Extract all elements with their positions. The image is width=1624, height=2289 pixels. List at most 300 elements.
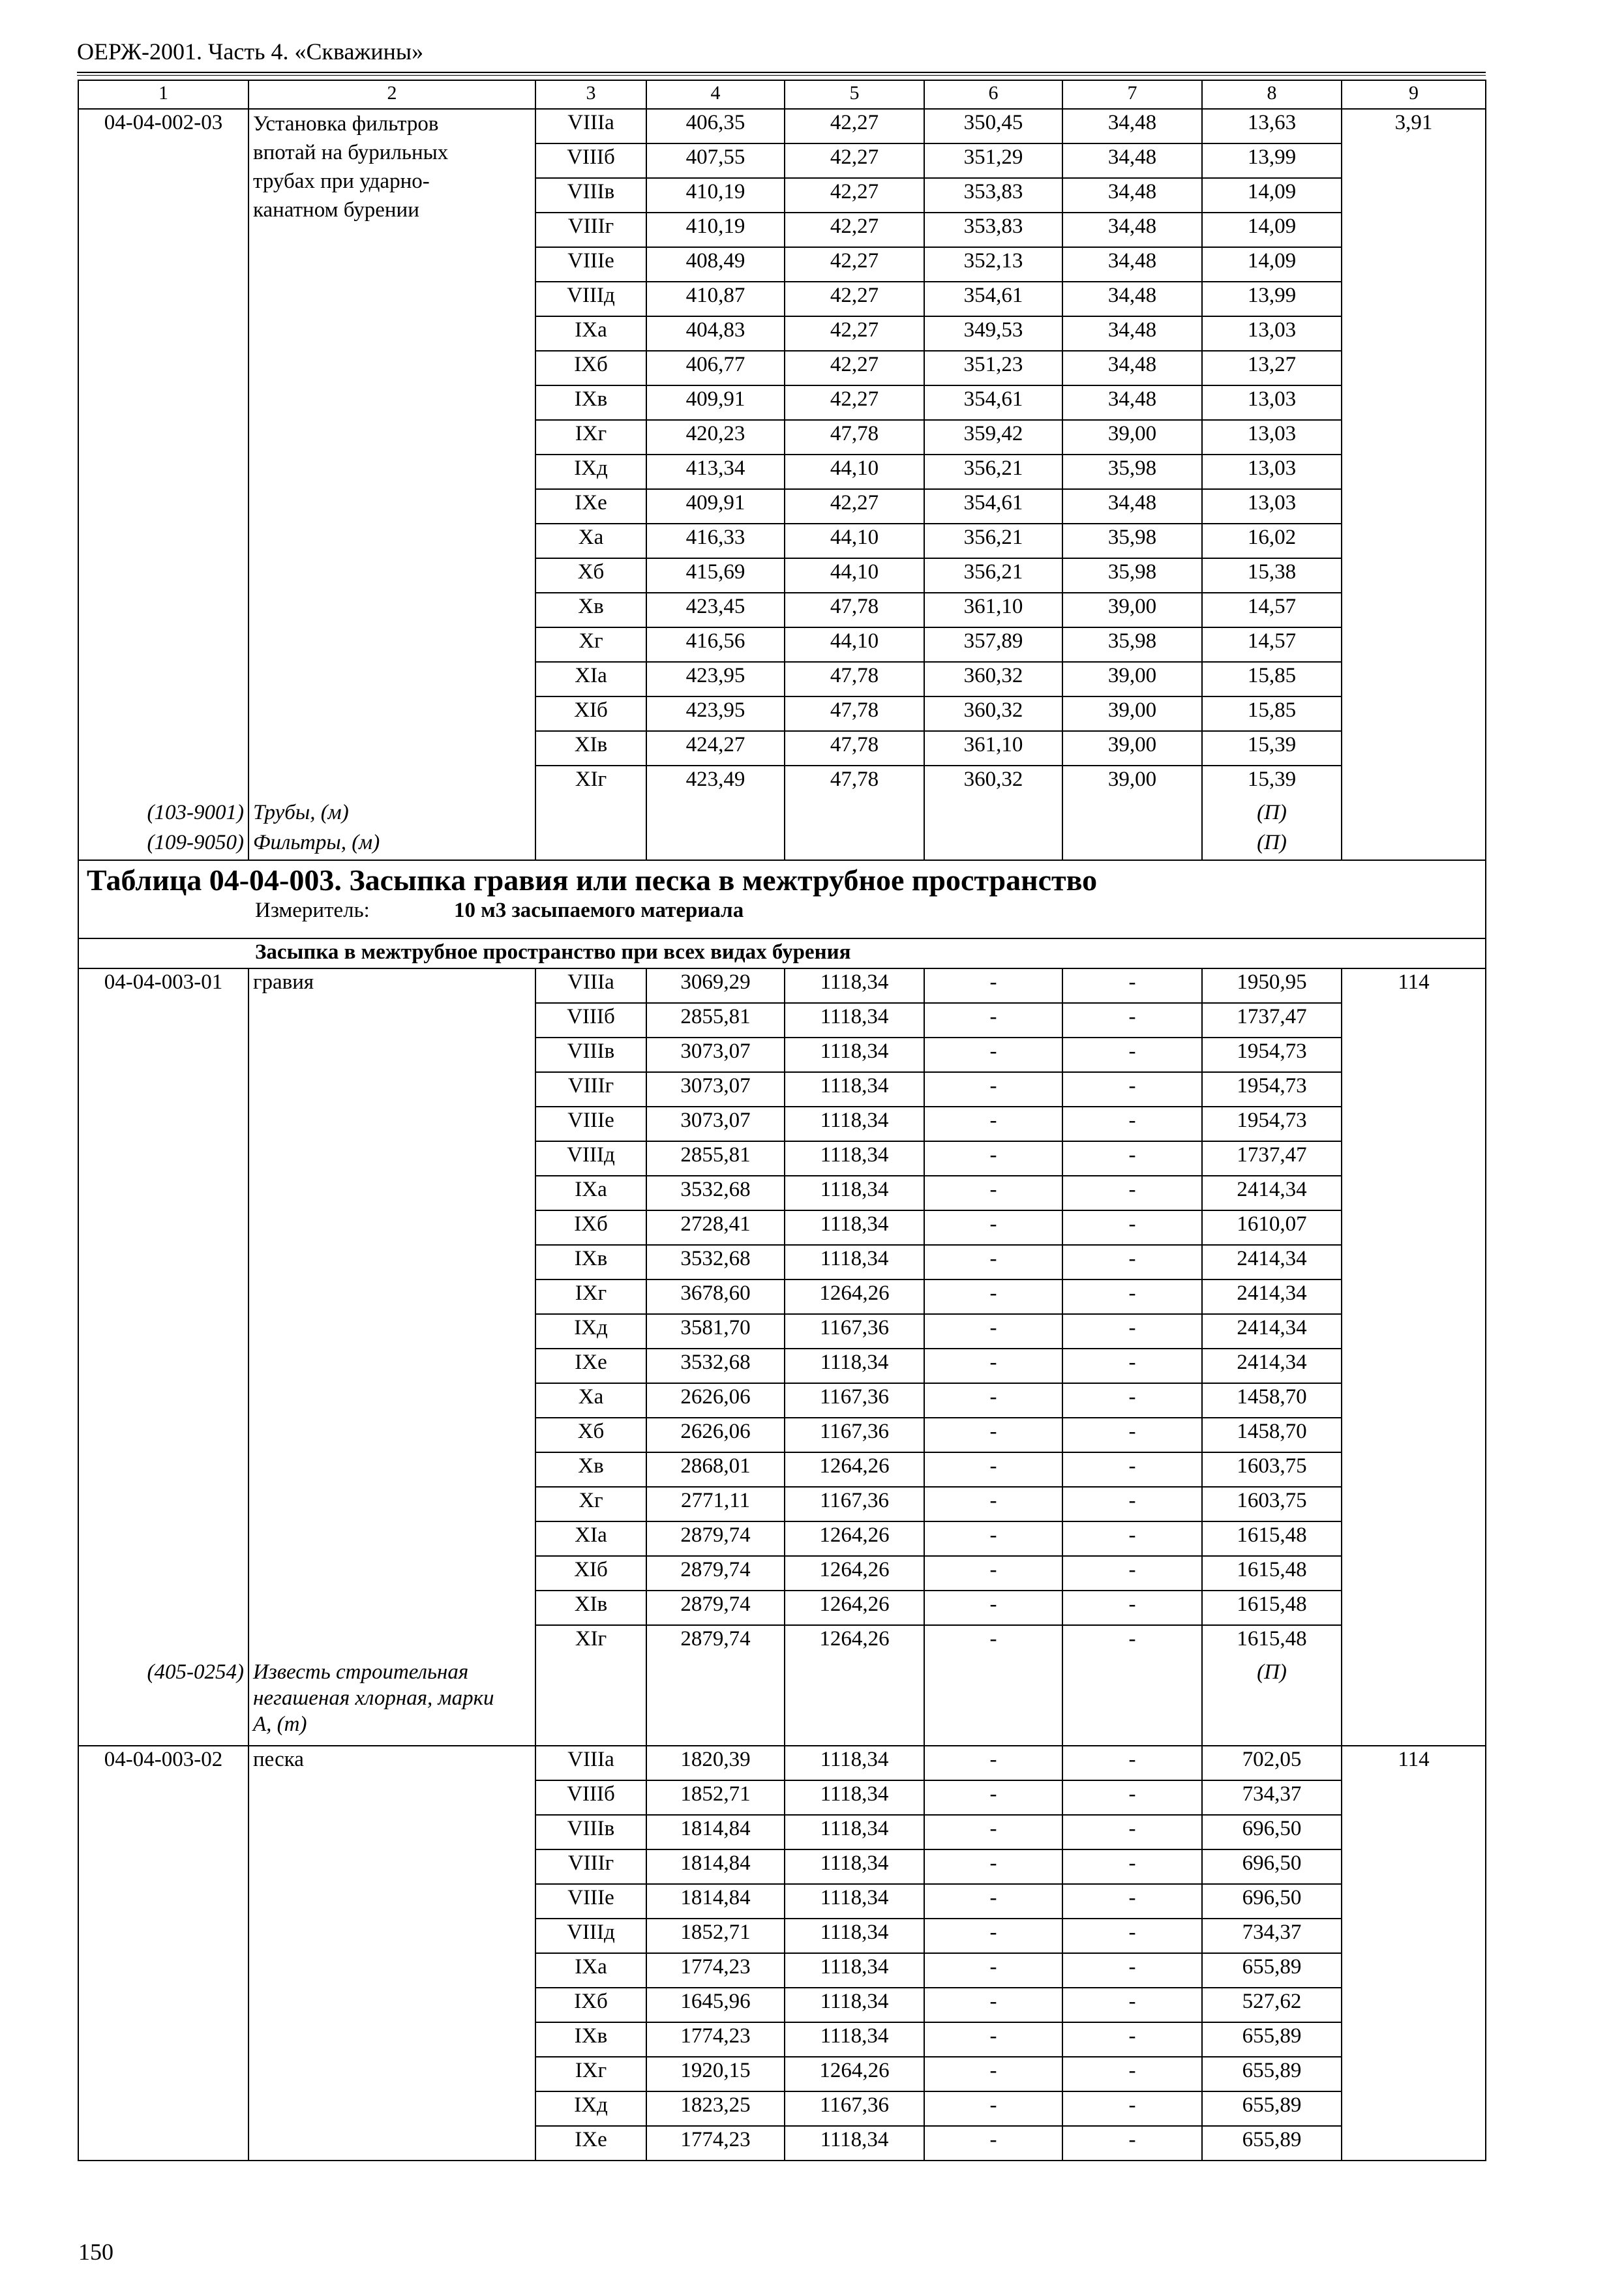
- cost-value: 1615,48: [1202, 1625, 1342, 1659]
- rate-name: [248, 1487, 535, 1521]
- cost-value: 1118,34: [785, 1988, 924, 2022]
- cost-value: -: [1062, 1210, 1202, 1245]
- rate-code: [78, 1988, 248, 2022]
- rate-name: [248, 662, 535, 696]
- cost-value: 350,45: [924, 109, 1062, 143]
- cost-value: 1458,70: [1202, 1418, 1342, 1452]
- cost-value: 1118,34: [785, 1884, 924, 1919]
- rate-code: [78, 1349, 248, 1383]
- labour-value: [1342, 420, 1486, 455]
- cost-value: -: [924, 1849, 1062, 1884]
- cost-value: 42,27: [785, 109, 924, 143]
- rate-code: [78, 1072, 248, 1107]
- rate-code: [78, 1418, 248, 1452]
- cost-value: 3073,07: [646, 1107, 785, 1141]
- labour-value: [1342, 2057, 1486, 2091]
- soil-group: VIIIа: [535, 109, 646, 143]
- cost-value: 2879,74: [646, 1625, 785, 1659]
- cost-value: 406,35: [646, 109, 785, 143]
- rate-name: [248, 1003, 535, 1038]
- cost-value: 353,83: [924, 178, 1062, 213]
- empty-cell: [535, 800, 646, 830]
- cost-value: 42,27: [785, 178, 924, 213]
- cost-value: 1615,48: [1202, 1556, 1342, 1591]
- cost-value: 1950,95: [1202, 968, 1342, 1003]
- soil-group: IXд: [535, 455, 646, 489]
- table-row: [78, 2022, 1486, 2057]
- rate-name: [248, 1349, 535, 1383]
- cost-value: -: [1062, 1815, 1202, 1849]
- soil-group: VIIIд: [535, 282, 646, 316]
- material-price: (П): [1202, 830, 1342, 860]
- cost-value: 1118,34: [785, 1746, 924, 1780]
- cost-value: 349,53: [924, 316, 1062, 351]
- cost-value: 1167,36: [785, 1314, 924, 1349]
- rate-name: [248, 1452, 535, 1487]
- cost-value: 1954,73: [1202, 1107, 1342, 1141]
- rate-code: [78, 1452, 248, 1487]
- section-row: [78, 938, 1486, 968]
- table-row: [78, 558, 1486, 593]
- cost-value: 39,00: [1062, 593, 1202, 627]
- labour-value: [1342, 2091, 1486, 2126]
- rate-code: [78, 1849, 248, 1884]
- table-title-row: [78, 860, 1486, 938]
- soil-group: IXб: [535, 1988, 646, 2022]
- labour-value: [1342, 1884, 1486, 1919]
- rate-code: [78, 524, 248, 558]
- cost-value: -: [1062, 1780, 1202, 1815]
- cost-value: 44,10: [785, 627, 924, 662]
- empty-cell: [1062, 800, 1202, 830]
- cost-value: 3532,68: [646, 1176, 785, 1210]
- cost-value: -: [1062, 1988, 1202, 2022]
- column-number-row: [78, 80, 1486, 109]
- labour-value: [1342, 351, 1486, 385]
- cost-value: -: [1062, 2022, 1202, 2057]
- table-row: [78, 1141, 1486, 1176]
- table-row: [78, 1418, 1486, 1452]
- cost-value: 354,61: [924, 282, 1062, 316]
- soil-group: VIIIв: [535, 1038, 646, 1072]
- table-row: [78, 385, 1486, 420]
- labour-value: [1342, 2126, 1486, 2161]
- rate-name: [248, 1107, 535, 1141]
- cost-value: 47,78: [785, 420, 924, 455]
- soil-group: Xв: [535, 1452, 646, 1487]
- table-row: [78, 968, 1486, 1003]
- rate-name: [248, 1988, 535, 2022]
- cost-value: 1118,34: [785, 968, 924, 1003]
- soil-group: Xа: [535, 524, 646, 558]
- soil-group: IXв: [535, 2022, 646, 2057]
- cost-value: 1167,36: [785, 2091, 924, 2126]
- labour-value: [1342, 1556, 1486, 1591]
- rate-code: [78, 696, 248, 731]
- labour-value: [1342, 1210, 1486, 1245]
- cost-value: 42,27: [785, 385, 924, 420]
- rate-code: [78, 1780, 248, 1815]
- column-number: 2: [248, 80, 535, 109]
- labour-value: [1342, 1072, 1486, 1107]
- table-row: [78, 2091, 1486, 2126]
- soil-group: XIб: [535, 1556, 646, 1591]
- rate-code: [78, 1487, 248, 1521]
- soil-group: IXе: [535, 489, 646, 524]
- table-row: [78, 1849, 1486, 1884]
- cost-value: 360,32: [924, 696, 1062, 731]
- rate-name: [248, 1556, 535, 1591]
- cost-value: 34,48: [1062, 489, 1202, 524]
- cost-value: 34,48: [1062, 316, 1202, 351]
- cost-value: 1737,47: [1202, 1003, 1342, 1038]
- cost-value: -: [924, 1884, 1062, 1919]
- cost-value: 2414,34: [1202, 1176, 1342, 1210]
- soil-group: XIа: [535, 662, 646, 696]
- cost-value: 409,91: [646, 489, 785, 524]
- cost-value: -: [924, 1746, 1062, 1780]
- cost-value: 14,09: [1202, 178, 1342, 213]
- cost-value: 420,23: [646, 420, 785, 455]
- rate-code: [78, 1314, 248, 1349]
- labour-value: [1342, 627, 1486, 662]
- cost-value: 13,63: [1202, 109, 1342, 143]
- cost-value: 44,10: [785, 455, 924, 489]
- cost-value: 410,87: [646, 282, 785, 316]
- cost-value: -: [924, 1176, 1062, 1210]
- rate-name: [248, 593, 535, 627]
- cost-value: 1118,34: [785, 1780, 924, 1815]
- labour-value: [1342, 662, 1486, 696]
- cost-value: 34,48: [1062, 213, 1202, 247]
- cost-value: 2879,74: [646, 1556, 785, 1591]
- rate-code: [78, 662, 248, 696]
- cost-value: 47,78: [785, 662, 924, 696]
- soil-group: XIв: [535, 1591, 646, 1625]
- cost-value: 47,78: [785, 696, 924, 731]
- cost-value: -: [1062, 1849, 1202, 1884]
- cost-value: 2879,74: [646, 1521, 785, 1556]
- cost-value: -: [924, 1919, 1062, 1953]
- cost-value: 1118,34: [785, 1245, 924, 1279]
- cost-value: 34,48: [1062, 247, 1202, 282]
- table-row: [78, 1349, 1486, 1383]
- rate-name: [248, 316, 535, 351]
- labour-value: [1342, 1003, 1486, 1038]
- cost-value: 734,37: [1202, 1780, 1342, 1815]
- column-number: 5: [785, 80, 924, 109]
- table-row: [78, 1314, 1486, 1349]
- labour-value: [1342, 593, 1486, 627]
- rate-name: [248, 627, 535, 662]
- cost-value: 1264,26: [785, 1591, 924, 1625]
- material-name: Фильтры, (м): [248, 830, 535, 860]
- cost-value: -: [924, 1245, 1062, 1279]
- cost-value: 1118,34: [785, 1919, 924, 1953]
- rate-name: [248, 766, 535, 800]
- cost-value: 1264,26: [785, 1625, 924, 1659]
- cost-value: 423,95: [646, 696, 785, 731]
- cost-value: 360,32: [924, 662, 1062, 696]
- cost-value: -: [924, 2057, 1062, 2091]
- soil-group: VIIIа: [535, 968, 646, 1003]
- cost-value: -: [924, 1556, 1062, 1591]
- labour-value: 3,91: [1342, 109, 1486, 143]
- cost-value: 3678,60: [646, 1279, 785, 1314]
- rate-name: [248, 1884, 535, 1919]
- rate-name: [248, 731, 535, 766]
- soil-group: IXа: [535, 1953, 646, 1988]
- rate-code: [78, 1210, 248, 1245]
- table-row: [78, 1210, 1486, 1245]
- cost-value: 407,55: [646, 143, 785, 178]
- material-row: [78, 1659, 1486, 1746]
- soil-group: Xв: [535, 593, 646, 627]
- table-row: [78, 1245, 1486, 1279]
- cost-value: 408,49: [646, 247, 785, 282]
- rate-code: [78, 1383, 248, 1418]
- soil-group: IXб: [535, 1210, 646, 1245]
- soil-group: VIIIб: [535, 1003, 646, 1038]
- labour-value: [1342, 178, 1486, 213]
- table-body: [78, 80, 1486, 2161]
- cost-value: 15,39: [1202, 731, 1342, 766]
- cost-value: -: [924, 1487, 1062, 1521]
- labour-value: [1342, 1245, 1486, 1279]
- cost-value: 1603,75: [1202, 1452, 1342, 1487]
- material-row: [78, 830, 1486, 860]
- cost-value: -: [924, 1349, 1062, 1383]
- cost-value: -: [1062, 1383, 1202, 1418]
- cost-value: 14,09: [1202, 247, 1342, 282]
- table-row: [78, 696, 1486, 731]
- cost-value: 734,37: [1202, 1919, 1342, 1953]
- table-title-cell: [78, 860, 1486, 938]
- empty-cell: [1062, 1659, 1202, 1746]
- rate-code: 04-04-003-02: [78, 1746, 248, 1780]
- cost-value: 410,19: [646, 213, 785, 247]
- cost-value: -: [1062, 1953, 1202, 1988]
- labour-value: [1342, 524, 1486, 558]
- soil-group: XIб: [535, 696, 646, 731]
- soil-group: VIIIв: [535, 1815, 646, 1849]
- empty-cell: [535, 830, 646, 860]
- labour-value: [1342, 1780, 1486, 1815]
- cost-value: 1118,34: [785, 1953, 924, 1988]
- cost-value: 1118,34: [785, 1349, 924, 1383]
- cost-value: 1118,34: [785, 1141, 924, 1176]
- cost-value: 35,98: [1062, 627, 1202, 662]
- labour-value: [1342, 455, 1486, 489]
- soil-group: VIIIв: [535, 178, 646, 213]
- cost-value: 34,48: [1062, 143, 1202, 178]
- empty-cell: [1062, 830, 1202, 860]
- rate-name: [248, 1919, 535, 1953]
- soil-group: VIIIа: [535, 1746, 646, 1780]
- table-row: [78, 1107, 1486, 1141]
- page-number: 150: [78, 2239, 113, 2265]
- cost-value: 2728,41: [646, 1210, 785, 1245]
- soil-group: IXв: [535, 385, 646, 420]
- table-row: [78, 1625, 1486, 1659]
- cost-value: 14,57: [1202, 627, 1342, 662]
- labour-value: [1342, 213, 1486, 247]
- cost-value: 2855,81: [646, 1003, 785, 1038]
- cost-value: -: [1062, 1245, 1202, 1279]
- rate-code: [78, 2022, 248, 2057]
- rate-name: [248, 2126, 535, 2161]
- table-row: [78, 316, 1486, 351]
- cost-value: 35,98: [1062, 558, 1202, 593]
- soil-group: IXб: [535, 351, 646, 385]
- table-row: [78, 593, 1486, 627]
- cost-value: 13,03: [1202, 455, 1342, 489]
- labour-value: [1342, 1418, 1486, 1452]
- cost-value: -: [924, 1452, 1062, 1487]
- cost-value: -: [924, 1625, 1062, 1659]
- soil-group: VIIIе: [535, 1884, 646, 1919]
- cost-value: 47,78: [785, 731, 924, 766]
- soil-group: VIIIг: [535, 213, 646, 247]
- cost-value: 1118,34: [785, 1003, 924, 1038]
- running-header: ОЕРЖ-2001. Часть 4. «Скважины»: [77, 38, 424, 65]
- cost-value: 42,27: [785, 143, 924, 178]
- labour-value: 114: [1342, 1746, 1486, 1780]
- cost-value: 1610,07: [1202, 1210, 1342, 1245]
- rate-name: песка: [248, 1746, 535, 1780]
- soil-group: IXг: [535, 2057, 646, 2091]
- cost-value: 39,00: [1062, 696, 1202, 731]
- cost-value: 15,85: [1202, 662, 1342, 696]
- table-row: [78, 1452, 1486, 1487]
- cost-value: 1615,48: [1202, 1591, 1342, 1625]
- cost-value: 696,50: [1202, 1815, 1342, 1849]
- soil-group: IXе: [535, 2126, 646, 2161]
- cost-value: 39,00: [1062, 420, 1202, 455]
- empty-cell: [785, 800, 924, 830]
- labour-value: [1342, 1107, 1486, 1141]
- rate-code: [78, 1107, 248, 1141]
- cost-value: -: [924, 1780, 1062, 1815]
- cost-value: 15,38: [1202, 558, 1342, 593]
- cost-value: 3532,68: [646, 1349, 785, 1383]
- labour-value: [1342, 489, 1486, 524]
- rate-code: [78, 455, 248, 489]
- rates-table: [78, 80, 1486, 2161]
- cost-value: 1167,36: [785, 1487, 924, 1521]
- cost-value: 1264,26: [785, 1279, 924, 1314]
- cost-value: -: [924, 1314, 1062, 1349]
- soil-group: XIг: [535, 766, 646, 800]
- table-row: [78, 1591, 1486, 1625]
- rate-name: [248, 558, 535, 593]
- cost-value: -: [924, 1418, 1062, 1452]
- cost-value: 702,05: [1202, 1746, 1342, 1780]
- cost-value: 1852,71: [646, 1919, 785, 1953]
- labour-value: [1342, 1849, 1486, 1884]
- cost-value: 655,89: [1202, 2057, 1342, 2091]
- rate-name-line: Установка фильтров: [253, 112, 439, 136]
- cost-value: 47,78: [785, 593, 924, 627]
- rate-code: [78, 1279, 248, 1314]
- cost-value: 1118,34: [785, 1038, 924, 1072]
- cost-value: -: [924, 1521, 1062, 1556]
- cost-value: 1458,70: [1202, 1383, 1342, 1418]
- header-rule: [77, 72, 1486, 73]
- cost-value: -: [1062, 2057, 1202, 2091]
- labour-value: 114: [1342, 968, 1486, 1003]
- table-row: [78, 1383, 1486, 1418]
- rate-name: [248, 1279, 535, 1314]
- cost-value: 1814,84: [646, 1849, 785, 1884]
- rate-code: [78, 1556, 248, 1591]
- cost-value: 13,03: [1202, 420, 1342, 455]
- cost-value: -: [1062, 1487, 1202, 1521]
- table-row: [78, 731, 1486, 766]
- cost-value: -: [1062, 1003, 1202, 1038]
- table-row: [78, 627, 1486, 662]
- cost-value: 351,23: [924, 351, 1062, 385]
- soil-group: VIIIд: [535, 1141, 646, 1176]
- table-row: [78, 109, 1486, 143]
- cost-value: 42,27: [785, 489, 924, 524]
- material-name-line: А, (т): [253, 1713, 307, 1736]
- empty-cell: [646, 800, 785, 830]
- column-number: 3: [535, 80, 646, 109]
- rate-code: [78, 143, 248, 178]
- table-row: [78, 489, 1486, 524]
- cost-value: 2414,34: [1202, 1245, 1342, 1279]
- cost-value: 13,99: [1202, 282, 1342, 316]
- column-number: 8: [1202, 80, 1342, 109]
- cost-value: 696,50: [1202, 1884, 1342, 1919]
- rate-code: [78, 213, 248, 247]
- cost-value: 361,10: [924, 731, 1062, 766]
- cost-value: 2414,34: [1202, 1314, 1342, 1349]
- soil-group: VIIIб: [535, 143, 646, 178]
- soil-group: IXг: [535, 420, 646, 455]
- table-row: [78, 1176, 1486, 1210]
- cost-value: 1615,48: [1202, 1521, 1342, 1556]
- cost-value: 416,33: [646, 524, 785, 558]
- rate-name: [248, 420, 535, 455]
- soil-group: IXд: [535, 1314, 646, 1349]
- cost-value: 42,27: [785, 213, 924, 247]
- empty-cell: [924, 1659, 1062, 1746]
- cost-value: 39,00: [1062, 766, 1202, 800]
- cost-value: 696,50: [1202, 1849, 1342, 1884]
- cost-value: 2626,06: [646, 1418, 785, 1452]
- table-row: [78, 1072, 1486, 1107]
- cost-value: -: [924, 2126, 1062, 2161]
- cost-value: 1603,75: [1202, 1487, 1342, 1521]
- cost-value: 404,83: [646, 316, 785, 351]
- cost-value: 1118,34: [785, 1072, 924, 1107]
- cost-value: 2414,34: [1202, 1279, 1342, 1314]
- rate-name: [248, 385, 535, 420]
- empty-cell: [1342, 830, 1486, 860]
- section-heading: Засыпка в межтрубное пространство при всех видах бурения: [78, 938, 1486, 968]
- rate-code: [78, 2091, 248, 2126]
- rate-code: [78, 1919, 248, 1953]
- rate-name-line: трубах при ударно-: [253, 170, 430, 193]
- rate-name: гравия: [248, 968, 535, 1003]
- cost-value: -: [924, 1003, 1062, 1038]
- rate-name: [248, 1314, 535, 1349]
- table-row: [78, 1884, 1486, 1919]
- rate-code: [78, 2057, 248, 2091]
- empty-cell: [646, 1659, 785, 1746]
